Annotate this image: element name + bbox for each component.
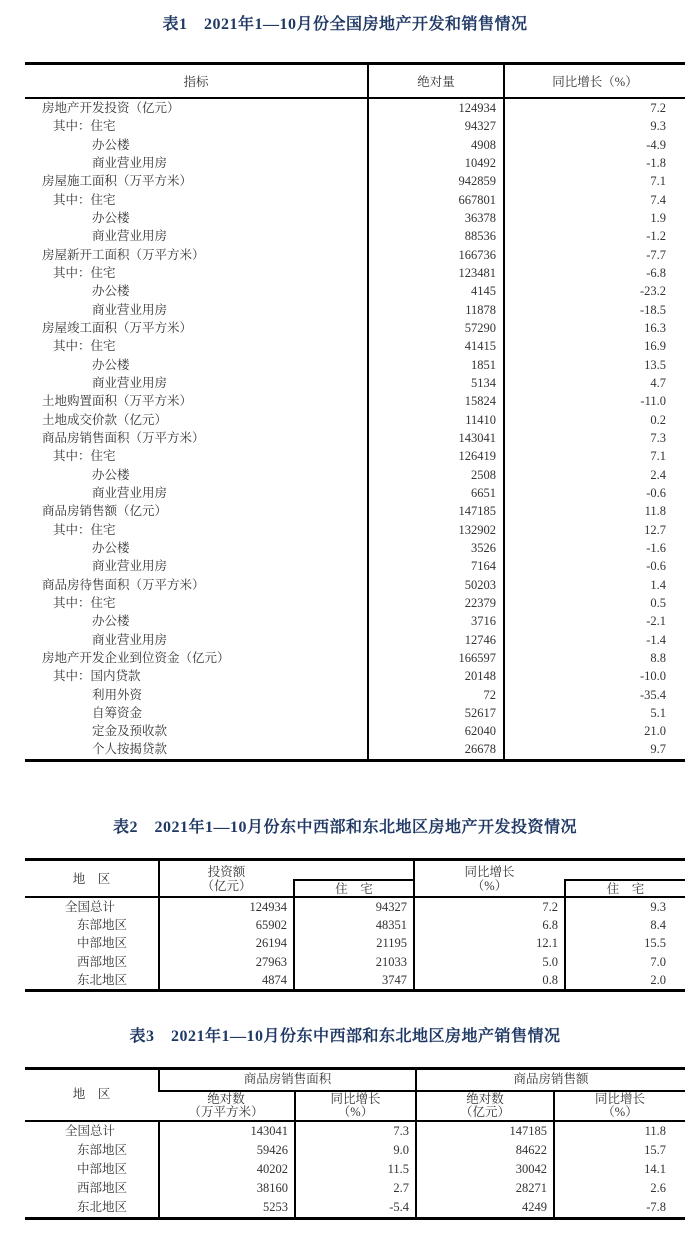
absolute-value: 72: [367, 686, 505, 704]
growth-value: 9.3: [650, 119, 666, 134]
sales-amount-value: 28271: [415, 1179, 553, 1198]
table3-header-area-growth-unit: （%）: [337, 1105, 374, 1119]
table-row: [25, 631, 685, 649]
table3-header-amount-growth: [553, 1092, 685, 1120]
table-row: [25, 722, 685, 740]
absolute-value: 50203: [367, 576, 505, 594]
table1-title: 表1 2021年1—10月份全国房地产开发和销售情况: [162, 16, 528, 33]
absolute-value: 10492: [367, 154, 505, 172]
growth-value: -2.1: [646, 614, 666, 629]
absolute-value: 41415: [367, 337, 505, 355]
table-row: [25, 953, 685, 971]
indicator-label: 办公楼: [92, 284, 130, 299]
residential-growth-value: 7.0: [564, 953, 685, 971]
indicator-label: 办公楼: [92, 540, 130, 555]
table-row: [25, 191, 685, 209]
investment-value: 65902: [158, 916, 293, 934]
table-row: [25, 898, 685, 916]
absolute-value: 4145: [367, 282, 505, 300]
region-label: 东北地区: [77, 972, 128, 987]
residential-growth-value: 8.4: [564, 916, 685, 934]
absolute-value: 3526: [367, 539, 505, 557]
growth-value: 7.1: [650, 174, 666, 189]
growth-value: 7.3: [650, 430, 666, 445]
sales-area-value: 143041: [158, 1122, 294, 1141]
table-row: [25, 392, 685, 410]
table-row: [25, 374, 685, 392]
investment-value: 27963: [158, 953, 293, 971]
growth-value: 1.4: [650, 577, 666, 592]
table-row: [25, 667, 685, 685]
investment-value: 124934: [158, 898, 293, 916]
table1-header-row: [25, 65, 685, 99]
table-row: [25, 1141, 685, 1160]
growth-value: 2.4: [650, 467, 666, 482]
table2-regional-investment: [25, 858, 685, 992]
sales-amount-value: 30042: [415, 1160, 553, 1179]
table2-header-residential-2: 住 宅: [564, 879, 685, 896]
growth-value: -1.2: [646, 229, 666, 244]
indicator-label: 商业营业用房: [92, 155, 168, 170]
absolute-value: 57290: [367, 319, 505, 337]
table-row: [25, 99, 685, 117]
table2-header-residential-1: 住 宅: [293, 879, 413, 896]
absolute-value: 1851: [367, 356, 505, 374]
indicator-label: 房屋竣工面积（万平方米）: [42, 320, 193, 335]
sales-amount-value: 4249: [415, 1198, 553, 1217]
table-row: [25, 916, 685, 934]
table-row: [25, 209, 685, 227]
growth-value: 5.1: [650, 705, 666, 720]
absolute-value: 52617: [367, 704, 505, 722]
table-row: [25, 154, 685, 172]
table-row: [25, 117, 685, 135]
absolute-value: 22379: [367, 594, 505, 612]
indicator-label: 商业营业用房: [92, 375, 168, 390]
indicator-label: 其中：住宅: [53, 449, 116, 464]
indicator-label: 房屋新开工面积（万平方米）: [42, 247, 205, 262]
indicator-label: 土地购置面积（万平方米）: [42, 394, 193, 409]
region-label: 东部地区: [77, 1143, 128, 1157]
table3-header-area-absolute-label: 绝对数: [207, 1091, 245, 1106]
sales-area-growth-value: 7.3: [294, 1122, 415, 1141]
indicator-label: 房地产开发企业到位资金（亿元）: [42, 650, 230, 665]
absolute-value: 62040: [367, 722, 505, 740]
table-row: [25, 502, 685, 520]
absolute-value: 126419: [367, 447, 505, 465]
growth-value: -4.9: [646, 137, 666, 152]
table3-header-area-growth-label: 同比增长: [330, 1091, 381, 1106]
indicator-label: 房屋施工面积（万平方米）: [42, 174, 193, 189]
absolute-value: 94327: [367, 117, 505, 135]
residential-investment-value: 21033: [293, 953, 413, 971]
table-row: [25, 539, 685, 557]
absolute-value: 12746: [367, 631, 505, 649]
sales-amount-value: 84622: [415, 1141, 553, 1160]
table1-national-development-sales: [25, 62, 685, 762]
investment-growth-value: 12.1: [413, 934, 564, 952]
table-row: [25, 1122, 685, 1141]
sales-area-value: 59426: [158, 1141, 294, 1160]
table-row: [25, 594, 685, 612]
indicator-label: 商业营业用房: [92, 485, 168, 500]
growth-value: 1.9: [650, 210, 666, 225]
indicator-label: 办公楼: [92, 614, 130, 629]
growth-value: -1.8: [646, 155, 666, 170]
indicator-label: 个人按揭贷款: [92, 742, 168, 757]
table3-header-sales-amount-group: 商品房销售额: [415, 1070, 685, 1092]
table-row: [25, 612, 685, 630]
indicator-label: 其中：住宅: [53, 595, 116, 610]
table1-header-indicator: 指标: [183, 75, 209, 89]
table3-header-amount-absolute: [415, 1092, 553, 1120]
table3-header-area-absolute: [158, 1092, 294, 1120]
absolute-value: 2508: [367, 466, 505, 484]
table-row: [25, 301, 685, 319]
table2-header-investment: [158, 861, 293, 896]
investment-growth-value: 7.2: [413, 898, 564, 916]
indicator-label: 其中：住宅: [53, 339, 116, 354]
table-row: [25, 704, 685, 722]
absolute-value: 942859: [367, 172, 505, 190]
indicator-label: 商品房销售面积（万平方米）: [42, 430, 205, 445]
table2-header: [25, 861, 685, 898]
sales-area-growth-value: 9.0: [294, 1141, 415, 1160]
table-row: [25, 337, 685, 355]
indicator-label: 商业营业用房: [92, 632, 168, 647]
region-label: 中部地区: [77, 1162, 128, 1176]
growth-value: 8.8: [650, 650, 666, 665]
residential-investment-value: 21195: [293, 934, 413, 952]
sales-area-value: 5253: [158, 1198, 294, 1217]
table3-body: [25, 1122, 685, 1217]
indicator-label: 商业营业用房: [92, 559, 168, 574]
growth-value: 13.5: [644, 357, 666, 372]
growth-value: -10.0: [639, 669, 666, 684]
sales-area-growth-value: 2.7: [294, 1179, 415, 1198]
absolute-value: 7164: [367, 557, 505, 575]
absolute-value: 5134: [367, 374, 505, 392]
investment-value: 26194: [158, 934, 293, 952]
absolute-value: 123481: [367, 264, 505, 282]
absolute-value: 132902: [367, 521, 505, 539]
indicator-label: 其中：住宅: [53, 119, 116, 134]
growth-value: 7.1: [650, 449, 666, 464]
growth-value: -6.8: [646, 265, 666, 280]
growth-value: 16.3: [644, 320, 666, 335]
growth-value: -35.4: [639, 687, 666, 702]
region-label: 东部地区: [77, 918, 128, 933]
sales-area-value: 38160: [158, 1179, 294, 1198]
growth-value: -23.2: [639, 284, 666, 299]
residential-growth-value: 9.3: [564, 898, 685, 916]
absolute-value: 15824: [367, 392, 505, 410]
table-row: [25, 246, 685, 264]
table1-header-absolute: 绝对量: [367, 65, 505, 97]
table-row: [25, 356, 685, 374]
growth-value: -0.6: [646, 559, 666, 574]
investment-growth-value: 0.8: [413, 971, 564, 989]
growth-value: -1.6: [646, 540, 666, 555]
absolute-value: 26678: [367, 740, 505, 758]
indicator-label: 商业营业用房: [92, 302, 168, 317]
table2-header-growth-unit: （%）: [471, 878, 508, 893]
absolute-value: 143041: [367, 429, 505, 447]
residential-growth-value: 15.5: [564, 934, 685, 952]
growth-value: 4.7: [650, 375, 666, 390]
indicator-label: 其中：住宅: [53, 192, 116, 207]
table1-header-growth: 同比增长（%）: [552, 75, 638, 89]
indicator-label: 利用外资: [92, 687, 143, 702]
region-label: 中部地区: [77, 936, 128, 951]
table3-header-amount-growth-label: 同比增长: [594, 1091, 645, 1106]
table3-header-amount-absolute-label: 绝对数: [466, 1091, 504, 1106]
indicator-label: 办公楼: [92, 210, 130, 225]
sales-amount-growth-value: 2.6: [553, 1179, 685, 1198]
table2-header-investment-label: 投资额: [207, 864, 246, 879]
indicator-label: 定金及预收款: [92, 724, 168, 739]
indicator-label: 其中：国内贷款: [53, 669, 141, 684]
sales-amount-growth-value: 15.7: [553, 1141, 685, 1160]
table-row: [25, 319, 685, 337]
table-row: [25, 466, 685, 484]
table2-body: [25, 898, 685, 989]
table-row: [25, 1198, 685, 1217]
table2-header-investment-unit: （亿元）: [201, 878, 252, 893]
table2-header-growth: [413, 861, 564, 896]
residential-growth-value: 2.0: [564, 971, 685, 989]
table-row: [25, 1160, 685, 1179]
table2-title: 表2 2021年1—10月份东中西部和东北地区房地产开发投资情况: [112, 819, 577, 836]
growth-value: -18.5: [639, 302, 666, 317]
region-label: 西部地区: [77, 954, 128, 969]
sales-area-growth-value: -5.4: [294, 1198, 415, 1217]
indicator-label: 商品房待售面积（万平方米）: [42, 577, 205, 592]
investment-growth-value: 5.0: [413, 953, 564, 971]
region-label: 西部地区: [77, 1181, 128, 1195]
table-row: [25, 227, 685, 245]
table-row: [25, 172, 685, 190]
table-row: [25, 686, 685, 704]
absolute-value: 11410: [367, 411, 505, 429]
table-row: [25, 557, 685, 575]
absolute-value: 166597: [367, 649, 505, 667]
table3-header-area-growth: [294, 1092, 415, 1120]
investment-value: 4874: [158, 971, 293, 989]
table-row: [25, 649, 685, 667]
indicator-label: 办公楼: [92, 137, 130, 152]
growth-value: 16.9: [644, 339, 666, 354]
table-row: [25, 282, 685, 300]
absolute-value: 11878: [367, 301, 505, 319]
table-row: [25, 521, 685, 539]
growth-value: -1.4: [646, 632, 666, 647]
table-row: [25, 429, 685, 447]
absolute-value: 166736: [367, 246, 505, 264]
growth-value: 0.2: [650, 412, 666, 427]
absolute-value: 147185: [367, 502, 505, 520]
table-row: [25, 264, 685, 282]
table-row: [25, 934, 685, 952]
table-row: [25, 484, 685, 502]
table-row: [25, 136, 685, 154]
table-row: [25, 740, 685, 758]
growth-value: 12.7: [644, 522, 666, 537]
indicator-label: 办公楼: [92, 467, 130, 482]
absolute-value: 36378: [367, 209, 505, 227]
absolute-value: 3716: [367, 612, 505, 630]
table-row: [25, 447, 685, 465]
table3-header: [25, 1070, 685, 1122]
table3-header-amount-growth-unit: （%）: [602, 1105, 638, 1119]
growth-value: -0.6: [646, 485, 666, 500]
growth-value: 7.4: [650, 192, 666, 207]
residential-investment-value: 3747: [293, 971, 413, 989]
table2-header-region: 地 区: [72, 871, 111, 886]
table3-title: 表3 2021年1—10月份东中西部和东北地区房地产销售情况: [129, 1028, 561, 1045]
region-label: 东北地区: [77, 1200, 128, 1214]
indicator-label: 商业营业用房: [92, 229, 168, 244]
table1-body: [25, 99, 685, 759]
growth-value: -7.7: [646, 247, 666, 262]
region-label: 全国总计: [65, 900, 116, 914]
indicator-label: 房地产开发投资（亿元）: [42, 101, 180, 115]
table-row: [25, 971, 685, 989]
growth-value: 7.2: [650, 101, 666, 115]
region-label: 全国总计: [65, 1124, 116, 1138]
indicator-label: 商品房销售额（亿元）: [42, 504, 168, 519]
residential-investment-value: 48351: [293, 916, 413, 934]
growth-value: 11.8: [644, 504, 666, 519]
table-row: [25, 1179, 685, 1198]
indicator-label: 其中：住宅: [53, 265, 116, 280]
absolute-value: 667801: [367, 191, 505, 209]
indicator-label: 办公楼: [92, 357, 130, 372]
table2-header-growth-label: 同比增长: [464, 864, 515, 879]
sales-amount-value: 147185: [415, 1122, 553, 1141]
investment-growth-value: 6.8: [413, 916, 564, 934]
table3-regional-sales: [25, 1067, 685, 1220]
sales-area-growth-value: 11.5: [294, 1160, 415, 1179]
table-row: [25, 576, 685, 594]
absolute-value: 20148: [367, 667, 505, 685]
indicator-label: 其中：住宅: [53, 522, 116, 537]
absolute-value: 88536: [367, 227, 505, 245]
growth-value: 9.7: [650, 742, 666, 757]
sales-amount-growth-value: 14.1: [553, 1160, 685, 1179]
table-row: [25, 411, 685, 429]
absolute-value: 124934: [367, 99, 505, 117]
sales-amount-growth-value: -7.8: [553, 1198, 685, 1217]
growth-value: 21.0: [644, 724, 666, 739]
indicator-label: 土地成交价款（亿元）: [42, 412, 168, 427]
residential-investment-value: 94327: [293, 898, 413, 916]
sales-area-value: 40202: [158, 1160, 294, 1179]
table3-header-sales-area-group: 商品房销售面积: [158, 1070, 415, 1092]
table3-header-area-absolute-unit: （万平方米）: [188, 1105, 264, 1119]
growth-value: 0.5: [650, 595, 666, 610]
absolute-value: 6651: [367, 484, 505, 502]
table3-header-amount-absolute-unit: （亿元）: [459, 1105, 510, 1119]
indicator-label: 自筹资金: [92, 705, 143, 720]
table3-header-region: 地 区: [72, 1087, 111, 1102]
sales-amount-growth-value: 11.8: [553, 1122, 685, 1141]
absolute-value: 4908: [367, 136, 505, 154]
growth-value: -11.0: [640, 394, 666, 409]
